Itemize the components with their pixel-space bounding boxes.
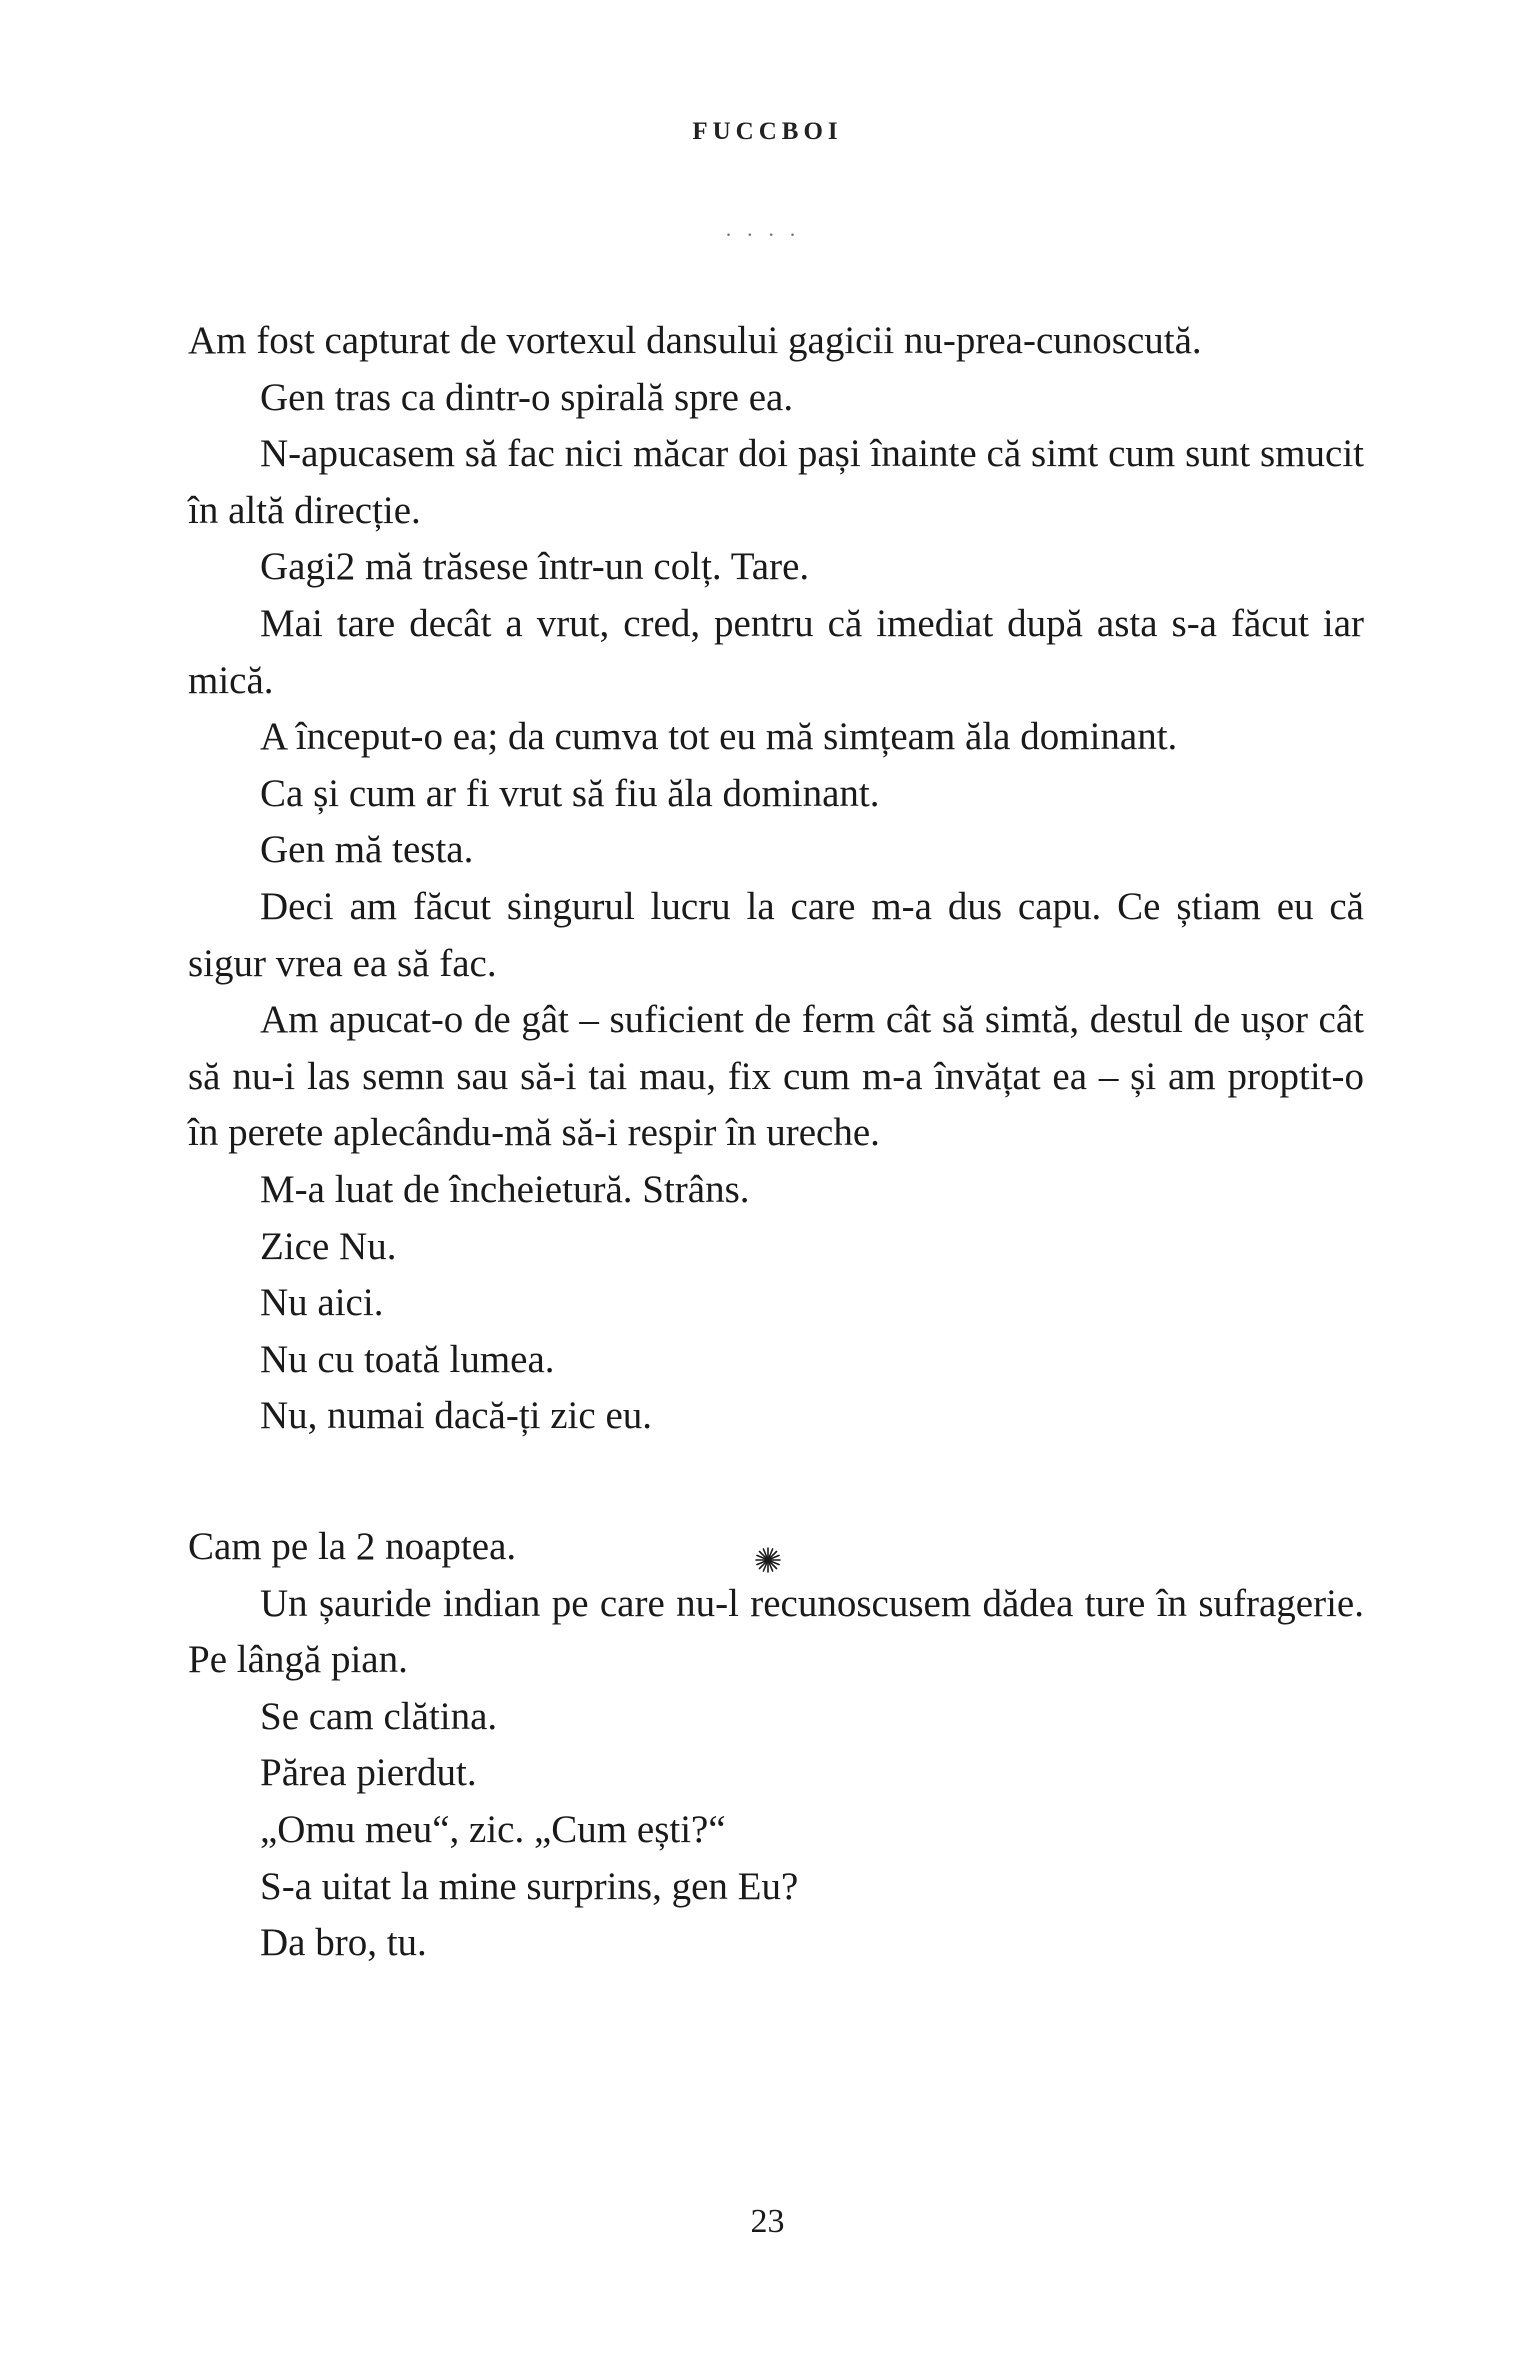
paragraph: Gagi2 mă trăsese într-un colț. Tare. <box>260 545 810 589</box>
paragraph: Părea pierdut. <box>260 1751 477 1795</box>
section-dots: ···· <box>724 222 811 247</box>
paragraph: Cam pe la 2 noaptea. <box>188 1525 517 1568</box>
paragraph: Gen tras ca dintr-o spirală spre ea. <box>260 375 794 419</box>
page-number: 23 <box>750 2203 785 2240</box>
paragraph: Nu aici. <box>260 1281 384 1325</box>
paragraph: Am fost capturat de vortexul dansului gagicii nu-prea-cunoscută. <box>188 319 1202 362</box>
paragraph: Mai tare decât a vrut, cred, pentru că imediat după asta s-a făcut iar mică. <box>188 601 1364 702</box>
paragraph: A început-o ea; da cumva tot eu mă simțeam ăla dominant. <box>260 715 1178 759</box>
paragraph: M-a luat de încheietură. Strâns. <box>260 1167 750 1211</box>
running-head: FUCCBOI <box>692 118 843 145</box>
paragraph: N-apucasem să fac nici măcar doi pași înainte că simt cum sunt smucit în altă direcție. <box>188 432 1364 532</box>
paragraph: Da bro, tu. <box>260 1921 427 1965</box>
paragraph: S-a uitat la mine surprins, gen Eu? <box>260 1864 799 1908</box>
paragraph: Am apucat-o de gât – suficient de ferm cât să simtă, destul de ușor cât să nu-i las semn sau să-i tai mau, fix cum m-a învățat ea – și am proptit-o în perete aplecându-mă să-i respir în ureche. <box>188 998 1364 1155</box>
paragraph: Se cam clătina. <box>260 1694 498 1738</box>
paragraph: Deci am făcut singurul lucru la care m-a dus capu. Ce știam eu că sigur vrea ea să fac. <box>188 884 1364 985</box>
paragraph: Gen mă testa. <box>260 828 474 872</box>
paragraph: Nu cu toată lumea. <box>260 1337 555 1381</box>
section-2-text <box>188 1519 1364 1972</box>
paragraph: Nu, numai dacă-ți zic eu. <box>260 1394 652 1438</box>
paragraph: „Omu meu“, zic. „Cum ești?“ <box>260 1807 726 1851</box>
section-1-text <box>188 313 1364 1445</box>
paragraph: Ca și cum ar fi vrut să fiu ăla dominant. <box>260 771 880 815</box>
paragraph: Zice Nu. <box>260 1224 397 1268</box>
paragraph: Un șauride indian pe care nu-l recunoscusem dădea ture în sufragerie. Pe lângă pian. <box>188 1581 1364 1682</box>
